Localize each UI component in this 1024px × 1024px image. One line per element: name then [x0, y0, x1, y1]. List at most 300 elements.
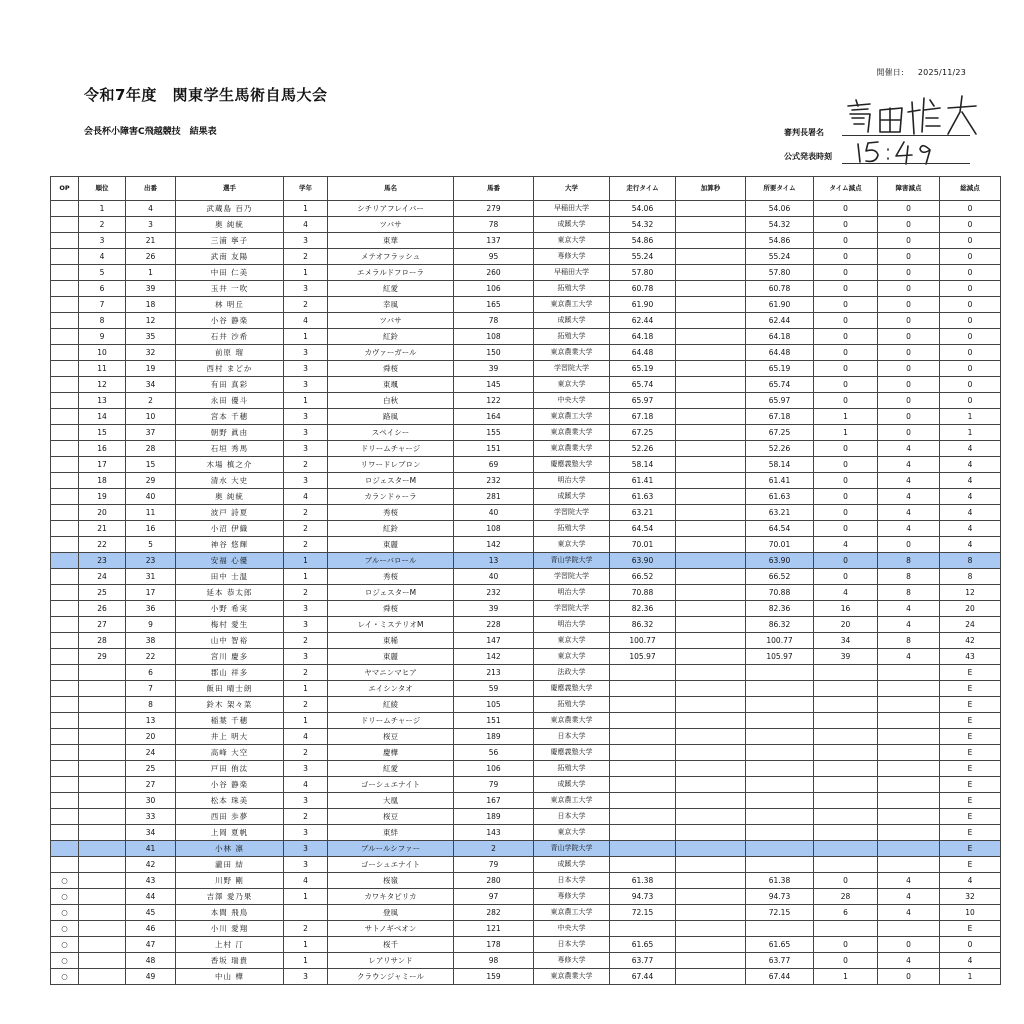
- rank-cell: 21: [79, 521, 126, 537]
- judge-signature-label: 審判長署名: [784, 128, 824, 137]
- jump-penalty-cell: 4: [878, 601, 940, 617]
- start-no-cell: 20: [126, 729, 176, 745]
- rank-cell: [79, 697, 126, 713]
- total-penalty-cell: E: [940, 809, 1001, 825]
- time-penalty-cell: 4: [814, 537, 878, 553]
- op-cell: [51, 857, 79, 873]
- rider-cell: 神谷 悠輝: [176, 537, 284, 553]
- rank-cell: 27: [79, 617, 126, 633]
- table-row: [51, 713, 1001, 729]
- table-row: [51, 265, 1001, 281]
- rank-cell: [79, 873, 126, 889]
- judge-signature: [840, 88, 980, 138]
- horse-no-cell: 78: [454, 313, 534, 329]
- rider-cell: 松本 珠美: [176, 793, 284, 809]
- run-time-cell: [610, 745, 676, 761]
- grade-cell: 2: [284, 697, 328, 713]
- total-penalty-cell: E: [940, 729, 1001, 745]
- jump-penalty-cell: 0: [878, 297, 940, 313]
- date-label: 開催日:: [876, 68, 904, 77]
- jump-penalty-cell: 0: [878, 329, 940, 345]
- horse-cell: クラウンジャミール: [328, 969, 454, 985]
- run-time-cell: 52.26: [610, 441, 676, 457]
- grade-cell: 2: [284, 921, 328, 937]
- jump-penalty-cell: 4: [878, 521, 940, 537]
- horse-no-cell: 142: [454, 649, 534, 665]
- rider-cell: 宮本 千穂: [176, 409, 284, 425]
- start-no-cell: 22: [126, 649, 176, 665]
- jump-penalty-cell: [878, 921, 940, 937]
- run-time-cell: 65.74: [610, 377, 676, 393]
- horse-cell: ドリームチャージ: [328, 441, 454, 457]
- grade-cell: 1: [284, 201, 328, 217]
- table-row: [51, 361, 1001, 377]
- jump-penalty-cell: 0: [878, 265, 940, 281]
- op-cell: [51, 217, 79, 233]
- grade-cell: 3: [284, 761, 328, 777]
- op-cell: [51, 473, 79, 489]
- run-time-cell: [610, 681, 676, 697]
- horse-no-cell: 142: [454, 537, 534, 553]
- total-penalty-cell: 10: [940, 905, 1001, 921]
- grade-cell: 3: [284, 473, 328, 489]
- university-cell: 東京農業大学: [534, 345, 610, 361]
- horse-no-cell: 79: [454, 777, 534, 793]
- op-cell: [51, 249, 79, 265]
- horse-no-cell: 108: [454, 329, 534, 345]
- grade-cell: 3: [284, 441, 328, 457]
- run-time-cell: 65.19: [610, 361, 676, 377]
- time-penalty-cell: 16: [814, 601, 878, 617]
- horse-no-cell: 151: [454, 441, 534, 457]
- required-time-cell: 66.52: [746, 569, 814, 585]
- jump-penalty-cell: 0: [878, 233, 940, 249]
- added-seconds-cell: [676, 857, 746, 873]
- start-no-cell: 44: [126, 889, 176, 905]
- required-time-cell: 82.36: [746, 601, 814, 617]
- total-penalty-cell: 32: [940, 889, 1001, 905]
- university-cell: 学習院大学: [534, 601, 610, 617]
- total-penalty-cell: 4: [940, 505, 1001, 521]
- rider-cell: 奥 純統: [176, 217, 284, 233]
- announce-time-handwritten: [852, 138, 942, 166]
- horse-cell: ロジェスターM: [328, 585, 454, 601]
- added-seconds-cell: [676, 521, 746, 537]
- time-penalty-cell: 0: [814, 361, 878, 377]
- horse-no-cell: 98: [454, 953, 534, 969]
- required-time-cell: [746, 761, 814, 777]
- required-time-cell: 58.14: [746, 457, 814, 473]
- total-penalty-cell: 4: [940, 457, 1001, 473]
- added-seconds-cell: [676, 617, 746, 633]
- jump-penalty-cell: 4: [878, 905, 940, 921]
- date-value: 2025/11/23: [917, 68, 966, 77]
- time-penalty-cell: 0: [814, 265, 878, 281]
- jump-penalty-cell: 4: [878, 505, 940, 521]
- rank-cell: [79, 857, 126, 873]
- table-row: [51, 841, 1001, 857]
- time-penalty-cell: 0: [814, 473, 878, 489]
- required-time-cell: 61.63: [746, 489, 814, 505]
- horse-cell: 東華: [328, 233, 454, 249]
- start-no-cell: 34: [126, 377, 176, 393]
- start-no-cell: 36: [126, 601, 176, 617]
- op-cell: ○: [51, 969, 79, 985]
- horse-cell: エイシンタオ: [328, 681, 454, 697]
- added-seconds-cell: [676, 873, 746, 889]
- university-cell: 日本大学: [534, 937, 610, 953]
- start-no-cell: 11: [126, 505, 176, 521]
- university-cell: 専修大学: [534, 953, 610, 969]
- event-date: [862, 67, 966, 78]
- added-seconds-cell: [676, 553, 746, 569]
- horse-no-cell: 79: [454, 857, 534, 873]
- run-time-cell: 61.65: [610, 937, 676, 953]
- rider-cell: 鈴木 架々菜: [176, 697, 284, 713]
- rank-cell: 6: [79, 281, 126, 297]
- horse-no-cell: 78: [454, 217, 534, 233]
- rank-cell: 2: [79, 217, 126, 233]
- start-no-cell: 8: [126, 697, 176, 713]
- total-penalty-cell: 4: [940, 441, 1001, 457]
- time-penalty-cell: 20: [814, 617, 878, 633]
- rider-cell: 西田 歩夢: [176, 809, 284, 825]
- start-no-cell: 18: [126, 297, 176, 313]
- grade-cell: 3: [284, 617, 328, 633]
- time-penalty-cell: [814, 681, 878, 697]
- horse-cell: ゴーシュエナイト: [328, 777, 454, 793]
- rider-cell: 稲葉 千穂: [176, 713, 284, 729]
- total-penalty-cell: 8: [940, 553, 1001, 569]
- total-penalty-cell: E: [940, 713, 1001, 729]
- jump-penalty-cell: [878, 713, 940, 729]
- rider-cell: 朝野 眞由: [176, 425, 284, 441]
- run-time-cell: 82.36: [610, 601, 676, 617]
- time-penalty-cell: 0: [814, 297, 878, 313]
- start-no-cell: 47: [126, 937, 176, 953]
- horse-cell: 慶樺: [328, 745, 454, 761]
- time-penalty-cell: 0: [814, 201, 878, 217]
- table-row: [51, 457, 1001, 473]
- required-time-cell: [746, 857, 814, 873]
- jump-penalty-cell: 8: [878, 633, 940, 649]
- time-penalty-cell: 0: [814, 329, 878, 345]
- total-penalty-cell: E: [940, 681, 1001, 697]
- added-seconds-cell: [676, 825, 746, 841]
- run-time-cell: 67.25: [610, 425, 676, 441]
- university-cell: 東京大学: [534, 233, 610, 249]
- university-cell: 東京農業大学: [534, 425, 610, 441]
- required-time-cell: [746, 921, 814, 937]
- op-cell: ○: [51, 953, 79, 969]
- rank-cell: 11: [79, 361, 126, 377]
- run-time-cell: [610, 697, 676, 713]
- required-time-cell: 67.18: [746, 409, 814, 425]
- horse-cell: 桜豆: [328, 809, 454, 825]
- col-rider: 選手: [176, 177, 284, 201]
- start-no-cell: 7: [126, 681, 176, 697]
- total-penalty-cell: E: [940, 793, 1001, 809]
- rider-cell: 武南 友陽: [176, 249, 284, 265]
- rank-cell: 12: [79, 377, 126, 393]
- added-seconds-cell: [676, 537, 746, 553]
- run-time-cell: 62.44: [610, 313, 676, 329]
- added-seconds-cell: [676, 905, 746, 921]
- university-cell: 早稲田大学: [534, 265, 610, 281]
- horse-cell: 東稀: [328, 633, 454, 649]
- rider-cell: 本間 飛鳥: [176, 905, 284, 921]
- start-no-cell: 35: [126, 329, 176, 345]
- op-cell: [51, 633, 79, 649]
- required-time-cell: [746, 745, 814, 761]
- op-cell: [51, 281, 79, 297]
- results-body: [51, 201, 1001, 985]
- added-seconds-cell: [676, 393, 746, 409]
- op-cell: [51, 809, 79, 825]
- required-time-cell: 57.80: [746, 265, 814, 281]
- rider-cell: 戸田 侑汰: [176, 761, 284, 777]
- required-time-cell: [746, 713, 814, 729]
- run-time-cell: [610, 665, 676, 681]
- start-no-cell: 2: [126, 393, 176, 409]
- horse-no-cell: 260: [454, 265, 534, 281]
- horse-cell: カヴァーガール: [328, 345, 454, 361]
- op-cell: ○: [51, 873, 79, 889]
- horse-cell: 桜豆: [328, 729, 454, 745]
- grade-cell: 3: [284, 601, 328, 617]
- rank-cell: 20: [79, 505, 126, 521]
- rider-cell: 西村 まどか: [176, 361, 284, 377]
- rider-cell: 波戸 詩夏: [176, 505, 284, 521]
- rank-cell: 5: [79, 265, 126, 281]
- op-cell: [51, 777, 79, 793]
- op-cell: [51, 585, 79, 601]
- col-total-penalty: 総減点: [940, 177, 1001, 201]
- rank-cell: 22: [79, 537, 126, 553]
- time-penalty-cell: [814, 809, 878, 825]
- op-cell: [51, 761, 79, 777]
- grade-cell: 4: [284, 873, 328, 889]
- rank-cell: 23: [79, 553, 126, 569]
- grade-cell: 1: [284, 329, 328, 345]
- rank-cell: 25: [79, 585, 126, 601]
- start-no-cell: 34: [126, 825, 176, 841]
- jump-penalty-cell: 4: [878, 489, 940, 505]
- grade-cell: 4: [284, 489, 328, 505]
- required-time-cell: 62.44: [746, 313, 814, 329]
- run-time-cell: 61.41: [610, 473, 676, 489]
- horse-no-cell: 279: [454, 201, 534, 217]
- rider-cell: 清水 大史: [176, 473, 284, 489]
- required-time-cell: [746, 729, 814, 745]
- start-no-cell: 24: [126, 745, 176, 761]
- required-time-cell: [746, 681, 814, 697]
- added-seconds-cell: [676, 489, 746, 505]
- required-time-cell: 65.19: [746, 361, 814, 377]
- total-penalty-cell: 0: [940, 281, 1001, 297]
- time-penalty-cell: 4: [814, 585, 878, 601]
- rider-cell: 永田 優斗: [176, 393, 284, 409]
- horse-cell: 舜桜: [328, 361, 454, 377]
- table-row: [51, 425, 1001, 441]
- jump-penalty-cell: [878, 825, 940, 841]
- col-added-seconds: 加算秒: [676, 177, 746, 201]
- university-cell: 東京大学: [534, 537, 610, 553]
- horse-cell: 幸風: [328, 297, 454, 313]
- judge-signature-line: [842, 135, 970, 136]
- rank-cell: 24: [79, 569, 126, 585]
- horse-no-cell: 159: [454, 969, 534, 985]
- jump-penalty-cell: 0: [878, 425, 940, 441]
- horse-no-cell: 232: [454, 473, 534, 489]
- added-seconds-cell: [676, 953, 746, 969]
- university-cell: 慶應義塾大学: [534, 681, 610, 697]
- table-row: [51, 681, 1001, 697]
- university-cell: 拓殖大学: [534, 761, 610, 777]
- university-cell: 日本大学: [534, 809, 610, 825]
- col-rank: 順位: [79, 177, 126, 201]
- university-cell: 成蹊大学: [534, 217, 610, 233]
- required-time-cell: [746, 793, 814, 809]
- run-time-cell: 70.01: [610, 537, 676, 553]
- col-op: OP: [51, 177, 79, 201]
- horse-cell: ツバサ: [328, 313, 454, 329]
- table-row: [51, 857, 1001, 873]
- time-penalty-cell: 1: [814, 409, 878, 425]
- required-time-cell: 72.15: [746, 905, 814, 921]
- horse-no-cell: 165: [454, 297, 534, 313]
- table-row: [51, 873, 1001, 889]
- required-time-cell: 52.26: [746, 441, 814, 457]
- horse-cell: 桜嶺: [328, 873, 454, 889]
- jump-penalty-cell: 4: [878, 649, 940, 665]
- added-seconds-cell: [676, 729, 746, 745]
- university-cell: 学習院大学: [534, 361, 610, 377]
- start-no-cell: 29: [126, 473, 176, 489]
- horse-no-cell: 108: [454, 521, 534, 537]
- rider-cell: 梅村 愛生: [176, 617, 284, 633]
- rank-cell: [79, 713, 126, 729]
- horse-no-cell: 39: [454, 361, 534, 377]
- grade-cell: 3: [284, 793, 328, 809]
- start-no-cell: 31: [126, 569, 176, 585]
- table-row: [51, 905, 1001, 921]
- grade-cell: 2: [284, 665, 328, 681]
- university-cell: 法政大学: [534, 665, 610, 681]
- added-seconds-cell: [676, 745, 746, 761]
- total-penalty-cell: 0: [940, 233, 1001, 249]
- table-row: [51, 249, 1001, 265]
- grade-cell: 1: [284, 681, 328, 697]
- total-penalty-cell: 0: [940, 345, 1001, 361]
- op-cell: [51, 201, 79, 217]
- horse-cell: レアリサンド: [328, 953, 454, 969]
- rank-cell: [79, 905, 126, 921]
- total-penalty-cell: 0: [940, 217, 1001, 233]
- rank-cell: 10: [79, 345, 126, 361]
- rank-cell: 26: [79, 601, 126, 617]
- time-penalty-cell: 0: [814, 569, 878, 585]
- op-cell: [51, 793, 79, 809]
- grade-cell: 1: [284, 569, 328, 585]
- jump-penalty-cell: [878, 665, 940, 681]
- start-no-cell: 27: [126, 777, 176, 793]
- total-penalty-cell: E: [940, 921, 1001, 937]
- grade-cell: 3: [284, 281, 328, 297]
- horse-no-cell: 151: [454, 713, 534, 729]
- page-title: 令和7年度 関東学生馬術自馬大会: [84, 86, 328, 104]
- grade-cell: 4: [284, 777, 328, 793]
- jump-penalty-cell: [878, 841, 940, 857]
- added-seconds-cell: [676, 281, 746, 297]
- required-time-cell: 70.88: [746, 585, 814, 601]
- run-time-cell: 72.15: [610, 905, 676, 921]
- total-penalty-cell: 4: [940, 473, 1001, 489]
- run-time-cell: 70.88: [610, 585, 676, 601]
- table-row: [51, 665, 1001, 681]
- run-time-cell: 54.86: [610, 233, 676, 249]
- run-time-cell: 61.63: [610, 489, 676, 505]
- rider-cell: 小谷 静楽: [176, 313, 284, 329]
- horse-no-cell: 122: [454, 393, 534, 409]
- horse-no-cell: 106: [454, 761, 534, 777]
- total-penalty-cell: 0: [940, 297, 1001, 313]
- university-cell: 東京大学: [534, 825, 610, 841]
- time-penalty-cell: 0: [814, 441, 878, 457]
- added-seconds-cell: [676, 761, 746, 777]
- university-cell: 日本大学: [534, 729, 610, 745]
- horse-no-cell: 178: [454, 937, 534, 953]
- run-time-cell: 64.48: [610, 345, 676, 361]
- op-cell: [51, 313, 79, 329]
- horse-cell: 大凰: [328, 793, 454, 809]
- horse-no-cell: 164: [454, 409, 534, 425]
- horse-no-cell: 145: [454, 377, 534, 393]
- horse-cell: ゴーシュエナイト: [328, 857, 454, 873]
- start-no-cell: 16: [126, 521, 176, 537]
- start-no-cell: 15: [126, 457, 176, 473]
- university-cell: 中央大学: [534, 393, 610, 409]
- run-time-cell: 61.90: [610, 297, 676, 313]
- table-row: [51, 233, 1001, 249]
- op-cell: [51, 841, 79, 857]
- table-row: [51, 953, 1001, 969]
- added-seconds-cell: [676, 809, 746, 825]
- rider-cell: 小野 希実: [176, 601, 284, 617]
- total-penalty-cell: 0: [940, 313, 1001, 329]
- table-row: [51, 809, 1001, 825]
- rider-cell: 香坂 瑞貴: [176, 953, 284, 969]
- op-cell: [51, 537, 79, 553]
- run-time-cell: 57.80: [610, 265, 676, 281]
- horse-cell: 紅鈴: [328, 329, 454, 345]
- op-cell: [51, 377, 79, 393]
- jump-penalty-cell: 0: [878, 313, 940, 329]
- rank-cell: [79, 841, 126, 857]
- total-penalty-cell: E: [940, 825, 1001, 841]
- grade-cell: 2: [284, 585, 328, 601]
- grade-cell: 2: [284, 537, 328, 553]
- start-no-cell: 13: [126, 713, 176, 729]
- jump-penalty-cell: 8: [878, 553, 940, 569]
- horse-cell: 東麗: [328, 649, 454, 665]
- rank-cell: 29: [79, 649, 126, 665]
- grade-cell: 3: [284, 841, 328, 857]
- total-penalty-cell: E: [940, 857, 1001, 873]
- required-time-cell: 60.78: [746, 281, 814, 297]
- horse-no-cell: 155: [454, 425, 534, 441]
- run-time-cell: 100.77: [610, 633, 676, 649]
